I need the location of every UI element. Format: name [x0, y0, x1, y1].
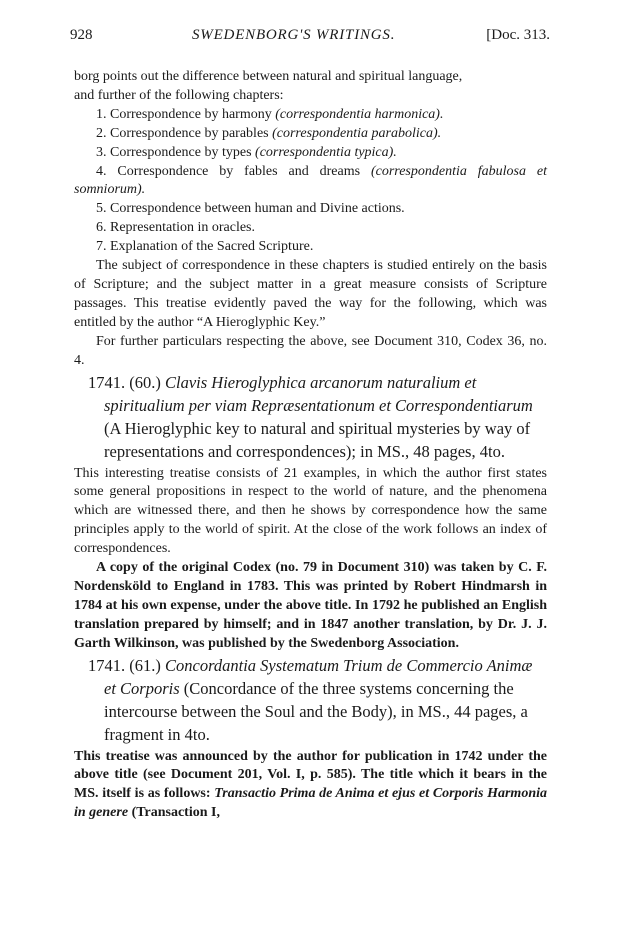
chapter-item: 7. Explanation of the Sacred Scripture.: [96, 239, 314, 255]
running-header: [70, 27, 550, 49]
body-text: [74, 68, 547, 823]
paragraph-subject: The subject of correspondence in these chapters is studied entirely on the basis of Scripture; and the subject matter in a great measure consists of Scripture passages. This treatise evidently paved the way for the following, which was entitled by the author “A Hieroglyphic Key.”: [74, 258, 547, 330]
paragraph-announced: This treatise was announced by the author for publication in 1742 under the above title (see Document 201, Vol. I, p. 585). The title which it bears in the MS. itself is as follows: Transactio Prima de Anima et ejus et Corporis Harmonia in genere (Transaction I,: [74, 748, 547, 821]
chapter-item: 6. Representation in oracles.: [96, 220, 256, 236]
intro-line-1: borg points out the difference between natural and spiritual language,: [74, 69, 463, 84]
intro-line-2: and further of the following chapters:: [74, 87, 284, 103]
chapter-item: 3. Correspondence by types (correspondentia typica).: [96, 144, 397, 160]
paragraph-further: For further particulars respecting the above, see Document 310, Codex 36, no. 4.: [74, 333, 547, 368]
chapter-item: 4. Correspondence by fables and dreams (correspondentia fabulosa et somniorum).: [74, 163, 547, 198]
running-title: SWEDENBORG'S WRITINGS.: [192, 27, 396, 43]
entry-1741-61: 1741. (61.) Concordantia Systematum Trium de Commercio Animæ et Corporis (Concordance of the three systems concerning the intercourse between the Soul and the Body), in MS., 44 pages, a fragment in 4to.: [88, 655, 533, 744]
paragraph-copy: A copy of the original Codex (no. 79 in Document 310) was taken by C. F. Nordensköld to England in 1783. This was printed by Robert Hindmarsh in 1784 at his own expense, under the above title. In 1792 he published an English translation prepared by himself; and in 1847 another translation, by Dr. J. J. Garth Wilkinson, was published by the Swedenborg Association.: [74, 560, 547, 651]
page-number: 928: [70, 27, 93, 43]
chapter-item: 2. Correspondence by parables (correspondentia parabolica).: [96, 125, 442, 141]
chapter-item: 1. Correspondence by harmony (correspondentia harmonica).: [96, 106, 444, 122]
document-reference: [Doc. 313.: [486, 27, 550, 43]
chapter-item: 5. Correspondence between human and Divine actions.: [96, 201, 405, 217]
paragraph-interesting: This interesting treatise consists of 21 examples, in which the author first states some general propositions in respect to the world of nature, and the phenomena which are witnessed there, and then he shows by correspondence how the same principles apply to the world of spirit. At the close of the work follows an index of correspondences.: [74, 465, 547, 557]
entry-1741-60: 1741. (60.) Clavis Hieroglyphica arcanorum naturalium et spiritualium per viam Repræsentationum et Correspondentiarum (A Hieroglyphic key to natural and spiritual mysteries by way of representations and correspondences); in MS., 48 pages, 4to.: [88, 372, 533, 461]
